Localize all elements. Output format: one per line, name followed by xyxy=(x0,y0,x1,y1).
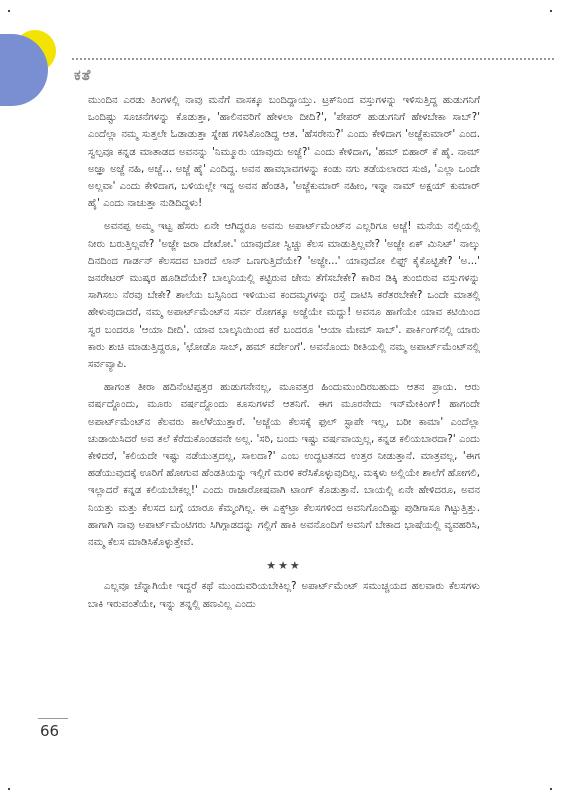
paragraph: ಹಾಗಂತ ತೀರಾ ಹದಿನೆಂಟಿಪ್ಪತ್ತರ ಹುಡುಗನೇನಲ್ಲ, ಮೂವತ್ತರ ಹಿಂದುಮುಂದಿರಬಹುದು ಆತನ ಪ್ರಾಯ. ಆರು ವರ್ಷದ್ದೊಂದು, ಮೂರು ವರ್ಷದ್ದೊಂದು ಕೂಸುಗಳವೆ ಆತನಿಗೆ. ಈಗ ಮೂರನೇದು ಇನ್‌ಮೇಕಿಂಗ್! ಹಾಗಂದೇ ಅಪಾರ್ಟ್‌ಮೆಂಟ್‌ನ ಕೆಲವರು ಕಾಲೆಳೆಯುತ್ತಾರೆ. 'ಅಜ್ಜೆಯ ಕೆಲಸಕ್ಕೆ ಫುಲ್ ಸ್ಟಾಪೇ ಇಲ್ಲ, ಬರೀ ಕಾಮಾ' ಎಂದೆಲ್ಲಾ ಚುಡಾಯಿಸಿದರೆ ಅವ ತಲೆ ಕೆರೆದುಕೊಂಡವನೇ ಅಲ್ಲ. 'ಸರಿ, ಬಂದು ಇಷ್ಟು ವರ್ಷವಾಯ್ತಲ್ಲ, ಕನ್ನಡ ಕಲಿಯಬಾರದಾ?' ಎಂದು ಕೇಳಿದರೆ, 'ಕಲಿಯದೇ ಇಷ್ಟು ನಡೆಯುತ್ತದಲ್ಲ, ಸಾಲದಾ?' ಎಂಬ ಉದ್ದಟತನದ ಉತ್ತರ ನೀಡುತ್ತಾನೆ. ಮಾತ್ರವಲ್ಲ, 'ಈಗ ಹಡೆಯುವುದಕ್ಕೆ ಊರಿಗೆ ಹೋಗುವ ಹೆಂಡತಿಯನ್ನು ಇಲ್ಲಿಗೆ ಮರಳಿ ಕರೆಸಿಕೊಳ್ಳುವುದಿಲ್ಲ. ಮಕ್ಕಳು ಅಲ್ಲಿಯೇ ಶಾಲೆಗೆ ಹೋಗಲಿ, ಇಲ್ಲಾದರೆ ಕನ್ನಡ ಕಲಿಯಬೇಕಲ್ಲ!' ಎಂದು ರಾಜಾರೋಷವಾಗಿ ಟಾಂಗ್ ಕೊಡುತ್ತಾನೆ. ಬಾಯಲ್ಲಿ ಏನೇ ಹೇಳಿದರೂ, ಅವನ ನಿಯತ್ತು ಮತ್ತು ಕೆಲಸದ ಬಗ್ಗೆ ಯಾರೂ ಕೆಮ್ಮಂಗಿಲ್ಲ. ಈ ಎಕ್ಸ್‌ಟ್ರಾ ಕೆಲಸಗಳಿಂದ ಅವನಿಗೊಂದಿಷ್ಟು ಪುಡಿಗಾಸೂ ಗಿಟ್ಟುತ್ತಿತ್ತು. ಹಾಗಾಗಿ ನಾವು ಅಪಾರ್ಟ್‌ಮೆಂಟಿಗರು ಸಿಗಿಗ್ಗಾಡದನ್ನು ಗಲ್ಲಿಗೆ ಹಾಕಿ ಅವನೊಂದಿಗೆ ಅವನಿಗೆ ಬೇಕಾದ ಭಾಷೆಯಲ್ಲಿ ವ್ಯವಹರಿಸಿ, ನಮ್ಮ ಕೆಲಸ ಮಾಡಿಸಿಕೊಳ್ಳುತ್ತೇವೆ. xyxy=(88,382,480,549)
section-separator: ★★★ xyxy=(266,559,302,573)
paragraph: ಮುಂದಿನ ಎರಡು ತಿಂಗಳಲ್ಲಿ ನಾವು ಮನೆಗೆ ವಾಸಕ್ಕೂ ಬಂದಿದ್ದಾಯ್ತು. ಟ್ರಕ್‌ನಿಂದ ವಸ್ತುಗಳನ್ನು ಇಳಿಸುತ್ತಿದ್ದ ಹುಡುಗನಿಗೆ ಒಂದಿಷ್ಟು ಸೂಚನೆಗಳನ್ನು ಕೊಡುತ್ತಾ, 'ಹಾಲಿನವರಿಗೆ ಹೇಳಲಾ ದೀದಿ?', 'ಪೇಪರ್ ಹುಡುಗನಿಗೆ ಹೇಳಬೇಕಾ ಸಾಬ್?' ಎಂದೆಲ್ಲಾ ನಮ್ಮ ಸುತ್ತಲೇ ಓಡಾಡುತ್ತಾ ಸ್ನೇಹ ಗಳಿಸಿಕೊಂಡಿದ್ದ ಆತ. 'ಹೆಸರೇನು?' ಎಂದು ಕೇಳಿದಾಗ 'ಅಜ್ಜೆಕುಮಾರ್' ಎಂದ. ಸ್ವಲ್ಪವೂ ಕನ್ನಡ ಮಾತಾಡದ ಅವನನ್ನು 'ನಿಮ್ಮೂರು ಯಾವುದು ಅಜ್ಜೆ?' ಎಂದು ಕೇಳಿದಾಗ, 'ಹಮ್ ಬಿಹಾರ್ ಕೆ ಹೈ. ನಾಮ್ ಅಜ್ಞಾ ಅಜ್ಜೆ ನಹಿ, ಅಜ್ಜೆ... ಅಜ್ಜೆ ಹೈ' ಎಂದಿದ್ದ. ಅವನ ಹಾವಭಾವಗಳನ್ನು ಕಂಡು ನಗು ತಡೆಯಲಾರದ ಸುಜಿ, 'ಎಲ್ಲಾ ಒಂದೇ ಅಲ್ಲವಾ' ಎಂದು ಕೇಳಿದಾಗ, ಬಳಿಯಲ್ಲೇ ಇದ್ದ ಅವನ ಹೆಂಡತಿ, 'ಅಜ್ಜೆಕುಮಾರ್ ನಹೀಂ, ಇನ್ನಾ ನಾಮ್ ಅಕ್ಷಯ್ ಕುಮಾರ್ ಹೈ' ಎಂದು ನಾಚುತ್ತಾ ನುಡಿದಿದ್ದಳು! xyxy=(88,95,480,210)
article-body xyxy=(88,92,480,619)
crop-mark-bottom-left xyxy=(8,788,10,790)
paragraph: ಎಲ್ಲವೂ ಚೆನ್ನಾಗಿಯೇ ಇದ್ದರೆ ಕಥೆ ಮುಂದುವರಿಯಬೇಕಿಲ್ಲ? ಅಪಾರ್ಟ್‌ಮೆಂಟ್ ಸಮುಚ್ಚಯದ ಹಲವಾರು ಕೆಲಸಗಳು ಬಾಕಿ ಇರುವಂತೆಯೇ, ಇನ್ನು ತನ್ನಲ್ಲಿ ಹಣವಿಲ್ಲ ಎಂದು xyxy=(88,581,480,610)
paragraph: ಅವನಪ್ಪ ಅಮ್ಮ ಇಟ್ಟ ಹೆಸರು ಏನೇ ಆಗಿದ್ದರೂ ಅವನು ಅಪಾರ್ಟ್‌ಮೆಂಟ್‌ನ ಎಲ್ಲರಿಗೂ ಅಜ್ಜೆ! ಮನೆಯ ನಲ್ಲಿಯಲ್ಲಿ ನೀರು ಬರುತ್ತಿಲ್ಲವೇ? 'ಅಜ್ಜೇ ಜರಾ ದೇಖೋ.' ಯಾವುದೋ ಸ್ವಿಚ್ಚು ಕೆಲಸ ಮಾಡುತ್ತಿಲ್ಲವೇ? 'ಅಜ್ಜೇ ಏಕ್ ಮಿನಿಟ್' ನಾಲ್ಕು ದಿನದಿಂದ ಗಾರ್ಡನ್ ಕೆಲಸದವ ಬಾರದೆ ಲಾನ್ ಒಣಗುತ್ತಿದೆಯೇ? 'ಅಜ್ಜೇ...' ಯಾವುದೋ ಲಿಫ್ಟ್ ಕೈಕೊಟ್ಟಿತೇ? 'ಅ...' ಜನರೇಟರ್ ಮುಷ್ಕರ ಹೂಡಿದೆಯೇ? ಬಾಲ್ಕನಿಯಲ್ಲಿ ಕಟ್ಟಿರುವ ಜೇನು ತೆಗೆಸಬೇಕೇ? ಕಾರಿನ ಡಿಕ್ಕಿ ತುಂಬಿರುವ ವಸ್ತುಗಳನ್ನು ಸಾಗಿಸಲು ನೆರವು ಬೇಕೇ? ಶಾಲೆಯ ಬಸ್ಸಿನಿಂದ ಇಳಿಯುವ ಕಂದಮ್ಮಗಳನ್ನು ರಸ್ತೆ ದಾಟಿಸಿ ಕರೆತರಬೇಕೇ? ಒಂದೇ ಮಾತಲ್ಲಿ ಹೇಳುವುದಾದರೆ, ನಮ್ಮ ಅಪಾರ್ಟ್‌ಮೆಂಟ್‌ನ ಸರ್ವ ರೋಗಕ್ಕೂ ಅಜ್ಜೆಯೇ ಮದ್ದು! ಅವನೂ ಹಾಗೆಯೇ ಯಾವ ಕಟಿಯಿಂದ ಸ್ವರ ಬಂದರೂ 'ಆಯಾ ದೀದಿ'. ಯಾವ ಬಾಲ್ಕನಿಯಿಂದ ಕರೆ ಬಂದರೂ 'ಆಯಾ ಮೇಮ್ ಸಾಬ್'. ಪಾರ್ಕಿಂಗ್‌ನಲ್ಲಿ ಯಾರು ಕಾರು ಶುಚಿ ಮಾಡುತ್ತಿದ್ದರೂ, 'ಛೋಡೊ ಸಾಬ್, ಹಮ್ ಕರ್ದೇಂಗೆ'. ಅವನೊಂದು ರೀತಿಯಲ್ಲಿ ನಮ್ಮ ಅಪಾರ್ಟ್‌ಮೆಂಟ್‌ನಲ್ಲಿ ಸರ್ವವ್ಯಾಪಿ. xyxy=(88,221,480,371)
header-dotted-rule xyxy=(72,58,554,60)
section-title: ಕತೆ xyxy=(74,66,92,84)
page-number: 66 xyxy=(40,722,60,740)
page-number-rule xyxy=(38,718,68,719)
crop-mark-bottom-right xyxy=(550,788,552,790)
crop-mark-top-left xyxy=(8,10,10,12)
crop-mark-top-right xyxy=(550,10,552,12)
